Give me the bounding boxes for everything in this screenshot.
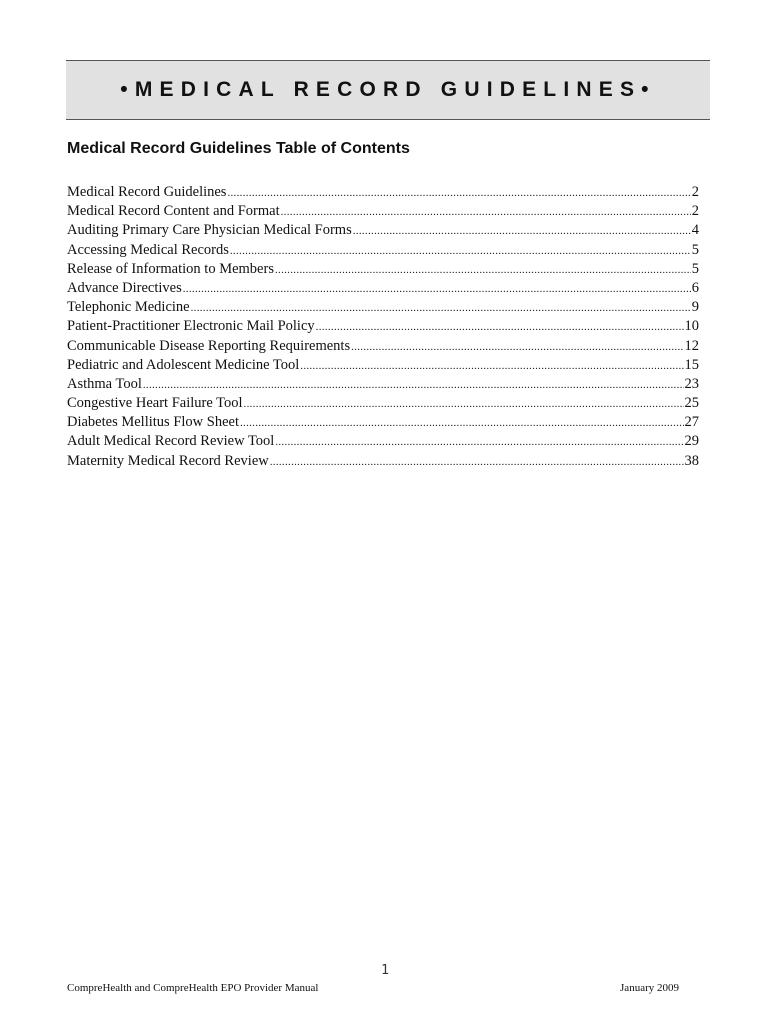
toc-entry-page: 6 [691, 279, 699, 296]
toc-entry[interactable] [67, 317, 699, 336]
footer-manual-title: CompreHealth and CompreHealth EPO Provider Manual [67, 982, 319, 994]
dot-leader [353, 222, 691, 241]
toc-entry-page: 2 [691, 203, 699, 220]
dot-leader [183, 280, 691, 299]
dot-leader [227, 184, 690, 203]
toc-entry-title: Medical Record Content and Format [67, 203, 280, 220]
toc-entry[interactable] [67, 241, 699, 260]
toc-entry-page: 29 [684, 433, 699, 450]
toc-entry-title: Medical Record Guidelines [67, 184, 227, 200]
toc-entry-page: 15 [684, 356, 699, 373]
toc-heading: Medical Record Guidelines Table of Contents [67, 140, 410, 157]
toc-entry[interactable] [67, 221, 699, 240]
toc-entry-page: 9 [691, 299, 699, 316]
toc-entry-page: 12 [684, 337, 699, 354]
toc-entry-page: 5 [691, 241, 699, 258]
toc-entry[interactable] [67, 260, 699, 279]
toc-entry-title: Adult Medical Record Review Tool [67, 433, 275, 450]
toc-entry-title: Diabetes Mellitus Flow Sheet [67, 414, 239, 431]
toc-entry-title: Telephonic Medicine [67, 299, 190, 316]
toc-entry[interactable] [67, 356, 699, 375]
dot-leader [275, 433, 683, 452]
dot-leader [230, 242, 691, 261]
banner-title: •MEDICAL RECORD GUIDELINES• [120, 78, 656, 101]
toc-entry-title: Advance Directives [67, 279, 182, 296]
toc-entry-title: Communicable Disease Reporting Requirements [67, 337, 351, 354]
dot-leader [275, 261, 691, 280]
toc-entry-page: 4 [691, 222, 699, 239]
footer-date: January 2009 [620, 982, 679, 994]
toc-entry-page: 25 [684, 395, 699, 412]
dot-leader [270, 453, 684, 472]
toc-entry-title: Patient-Practitioner Electronic Mail Policy [67, 318, 315, 335]
toc-entry[interactable] [67, 279, 699, 298]
toc-entry-page: 23 [684, 375, 699, 392]
dot-leader [143, 376, 684, 395]
toc-entry[interactable] [67, 298, 699, 317]
toc-entry[interactable] [67, 375, 699, 394]
toc-entry-title: Release of Information to Members [67, 260, 274, 277]
toc-entry[interactable] [67, 337, 699, 356]
toc-entry-page: 5 [691, 260, 699, 277]
dot-leader [351, 338, 683, 357]
toc-entry-page: 10 [684, 318, 699, 335]
toc-entry-page: 2 [691, 184, 699, 200]
toc-entry[interactable] [67, 452, 699, 471]
dot-leader [300, 357, 683, 376]
dot-leader [240, 414, 684, 433]
page-number: 1 [381, 963, 389, 978]
toc-entry[interactable] [67, 413, 699, 432]
toc-entry[interactable] [67, 432, 699, 451]
toc-entry-title: Congestive Heart Failure Tool [67, 395, 243, 412]
title-banner [66, 60, 710, 120]
toc-entry-title: Auditing Primary Care Physician Medical Forms [67, 222, 352, 239]
table-of-contents [67, 183, 699, 471]
toc-entry[interactable] [67, 394, 699, 413]
toc-entry-page: 38 [684, 452, 699, 469]
dot-leader [244, 395, 684, 414]
toc-entry[interactable] [67, 202, 699, 221]
dot-leader [191, 299, 691, 318]
toc-entry-title: Maternity Medical Record Review [67, 452, 269, 469]
dot-leader [281, 203, 691, 222]
dot-leader [316, 318, 684, 337]
toc-entry-page: 27 [684, 414, 699, 431]
toc-entry[interactable] [67, 183, 699, 202]
toc-entry-title: Pediatric and Adolescent Medicine Tool [67, 356, 300, 373]
toc-entry-title: Accessing Medical Records [67, 241, 229, 258]
toc-entry-title: Asthma Tool [67, 375, 142, 392]
